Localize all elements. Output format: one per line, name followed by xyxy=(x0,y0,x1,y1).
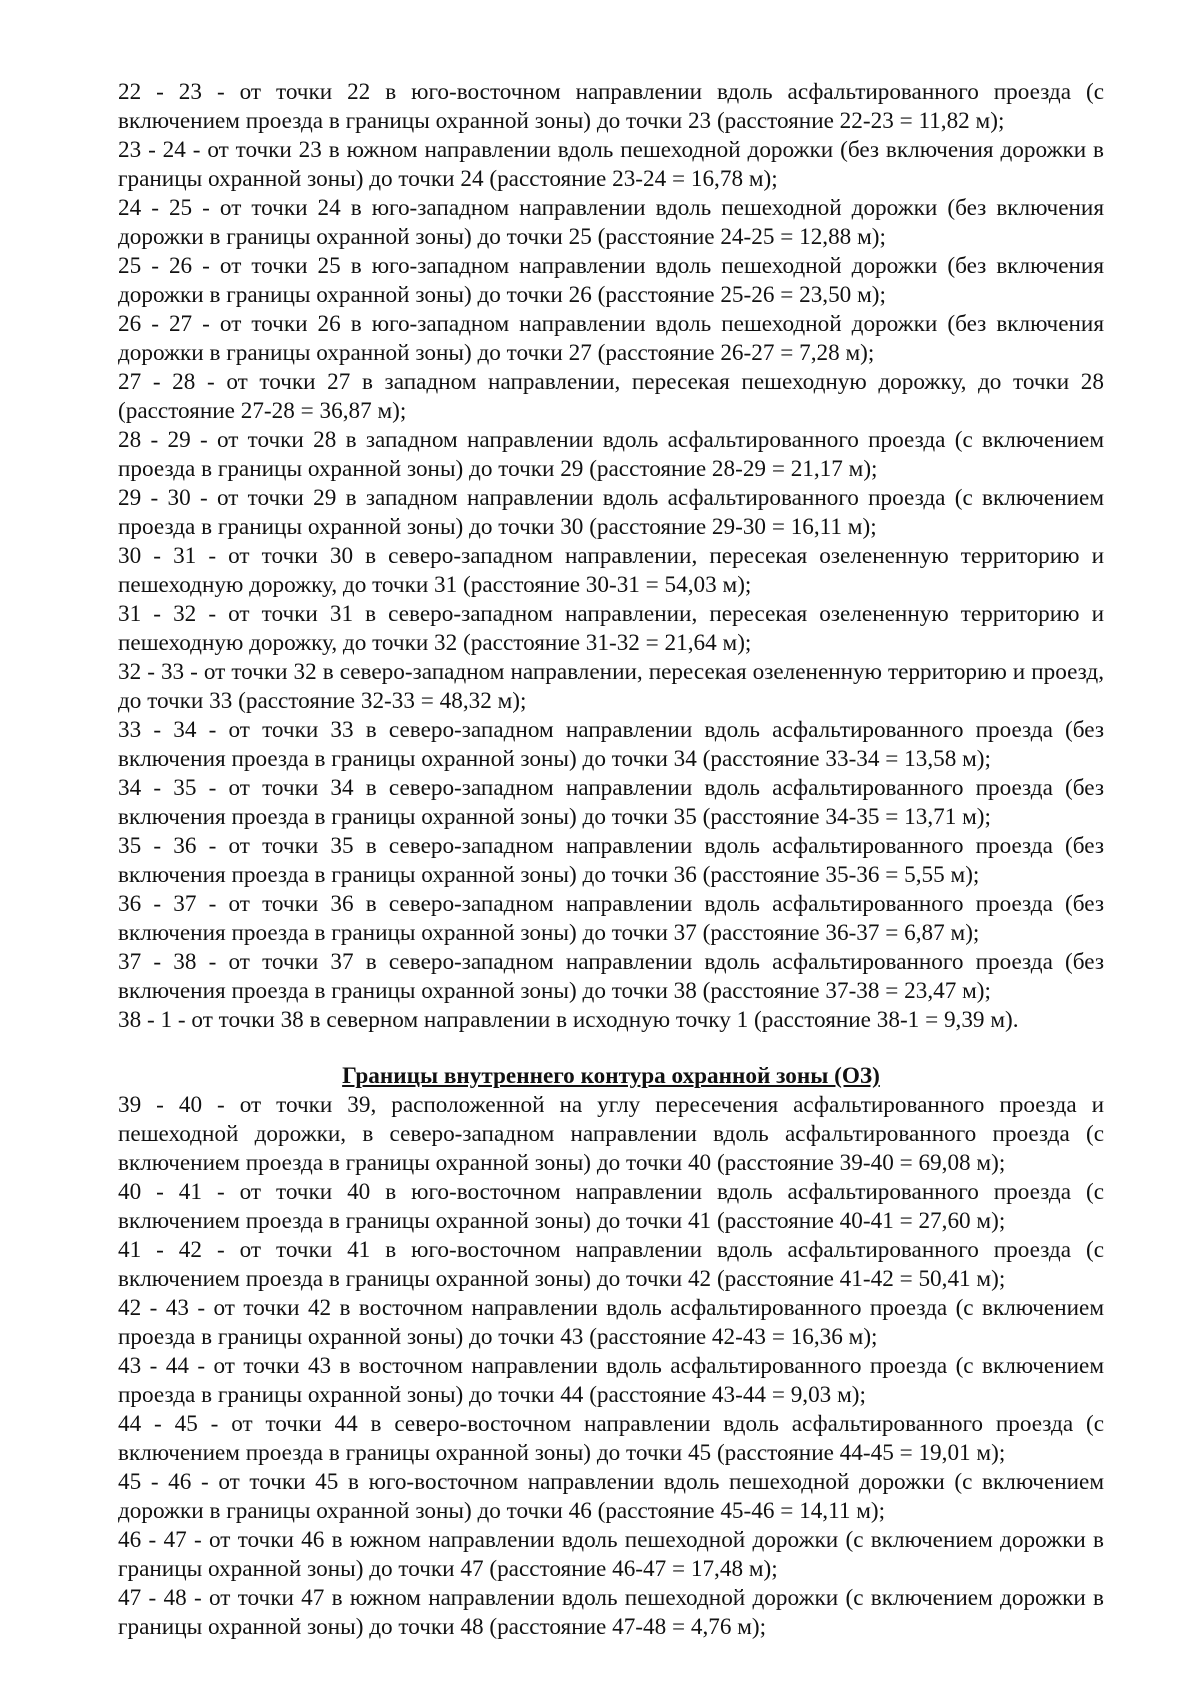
outer-contour-section xyxy=(118,78,1104,1035)
boundary-segment-25-26: 25 - 26 - от точки 25 в юго-западном направлении вдоль пешеходной дорожки (без включения дорожки в границы охранной зоны) до точки 26 (расстояние 25-26 = 23,50 м); xyxy=(118,253,1104,308)
boundary-segment-30-31: 30 - 31 - от точки 30 в северо-западном направлении, пересекая озелененную территорию и пешеходную дорожку, до точки 31 (расстояние 30-31 = 54,03 м); xyxy=(118,543,1104,598)
boundary-segment-44-45: 44 - 45 - от точки 44 в северо-восточном направлении вдоль асфальтированного проезда (с включением проезда в границы охранной зоны) до точки 45 (расстояние 44-45 = 19,01 м); xyxy=(118,1411,1104,1466)
boundary-segment-36-37: 36 - 37 - от точки 36 в северо-западном направлении вдоль асфальтированного проезда (без включения проезда в границы охранной зоны) до точки 37 (расстояние 36-37 = 6,87 м); xyxy=(118,891,1104,946)
boundary-segment-29-30: 29 - 30 - от точки 29 в западном направлении вдоль асфальтированного проезда (с включением проезда в границы охранной зоны) до точки 30 (расстояние 29-30 = 16,11 м); xyxy=(118,485,1104,540)
boundary-segment-40-41: 40 - 41 - от точки 40 в юго-восточном направлении вдоль асфальтированного проезда (с включением проезда в границы охранной зоны) до точки 41 (расстояние 40-41 = 27,60 м); xyxy=(118,1179,1104,1234)
boundary-segment-31-32: 31 - 32 - от точки 31 в северо-западном направлении, пересекая озелененную территорию и пешеходную дорожку, до точки 32 (расстояние 31-32 = 21,64 м); xyxy=(118,601,1104,656)
section-heading: Границы внутреннего контура охранной зоны (ОЗ) xyxy=(342,1063,880,1089)
boundary-segment-33-34: 33 - 34 - от точки 33 в северо-западном направлении вдоль асфальтированного проезда (без включения проезда в границы охранной зоны) до точки 34 (расстояние 33-34 = 13,58 м); xyxy=(118,717,1104,772)
document-page xyxy=(118,78,1104,1642)
boundary-segment-28-29: 28 - 29 - от точки 28 в западном направлении вдоль асфальтированного проезда (с включением проезда в границы охранной зоны) до точки 29 (расстояние 28-29 = 21,17 м); xyxy=(118,427,1104,482)
boundary-segment-27-28: 27 - 28 - от точки 27 в западном направлении, пересекая пешеходную дорожку, до точки 28 (расстояние 27-28 = 36,87 м); xyxy=(118,369,1104,424)
boundary-segment-39-40: 39 - 40 - от точки 39, расположенной на углу пересечения асфальтированного проезда и пешеходной дорожки, в северо-западном направлении вдоль асфальтированного проезда (с включением проезда в границы охранной зоны) до точки 40 (расстояние 39-40 = 69,08 м); xyxy=(118,1092,1104,1176)
boundary-segment-37-38: 37 - 38 - от точки 37 в северо-западном направлении вдоль асфальтированного проезда (без включения проезда в границы охранной зоны) до точки 38 (расстояние 37-38 = 23,47 м); xyxy=(118,949,1104,1004)
inner-contour-section xyxy=(118,1091,1104,1642)
boundary-segment-41-42: 41 - 42 - от точки 41 в юго-восточном направлении вдоль асфальтированного проезда (с включением проезда в границы охранной зоны) до точки 42 (расстояние 41-42 = 50,41 м); xyxy=(118,1237,1104,1292)
boundary-segment-46-47: 46 - 47 - от точки 46 в южном направлении вдоль пешеходной дорожки (с включением дорожки в границы охранной зоны) до точки 47 (расстояние 46-47 = 17,48 м); xyxy=(118,1527,1104,1582)
boundary-segment-23-24: 23 - 24 - от точки 23 в южном направлении вдоль пешеходной дорожки (без включения дорожки в границы охранной зоны) до точки 24 (расстояние 23-24 = 16,78 м); xyxy=(118,137,1104,192)
boundary-segment-22-23: 22 - 23 - от точки 22 в юго-восточном направлении вдоль асфальтированного проезда (с включением проезда в границы охранной зоны) до точки 23 (расстояние 22-23 = 11,82 м); xyxy=(118,79,1104,134)
boundary-segment-43-44: 43 - 44 - от точки 43 в восточном направлении вдоль асфальтированного проезда (с включением проезда в границы охранной зоны) до точки 44 (расстояние 43-44 = 9,03 м); xyxy=(118,1353,1104,1408)
boundary-segment-35-36: 35 - 36 - от точки 35 в северо-западном направлении вдоль асфальтированного проезда (без включения проезда в границы охранной зоны) до точки 36 (расстояние 35-36 = 5,55 м); xyxy=(118,833,1104,888)
boundary-segment-42-43: 42 - 43 - от точки 42 в восточном направлении вдоль асфальтированного проезда (с включением проезда в границы охранной зоны) до точки 43 (расстояние 42-43 = 16,36 м); xyxy=(118,1295,1104,1350)
boundary-segment-47-48: 47 - 48 - от точки 47 в южном направлении вдоль пешеходной дорожки (с включением дорожки в границы охранной зоны) до точки 48 (расстояние 47-48 = 4,76 м); xyxy=(118,1585,1104,1640)
boundary-segment-45-46: 45 - 46 - от точки 45 в юго-восточном направлении вдоль пешеходной дорожки (с включением дорожки в границы охранной зоны) до точки 46 (расстояние 45-46 = 14,11 м); xyxy=(118,1469,1104,1524)
boundary-segment-24-25: 24 - 25 - от точки 24 в юго-западном направлении вдоль пешеходной дорожки (без включения дорожки в границы охранной зоны) до точки 25 (расстояние 24-25 = 12,88 м); xyxy=(118,195,1104,250)
boundary-segment-38-1: 38 - 1 - от точки 38 в северном направлении в исходную точку 1 (расстояние 38-1 = 9,39 м). xyxy=(118,1007,1019,1033)
boundary-segment-26-27: 26 - 27 - от точки 26 в юго-западном направлении вдоль пешеходной дорожки (без включения дорожки в границы охранной зоны) до точки 27 (расстояние 26-27 = 7,28 м); xyxy=(118,311,1104,366)
boundary-segment-32-33: 32 - 33 - от точки 32 в северо-западном направлении, пересекая озелененную территорию и проезд, до точки 33 (расстояние 32-33 = 48,32 м); xyxy=(118,659,1104,714)
boundary-segment-34-35: 34 - 35 - от точки 34 в северо-западном направлении вдоль асфальтированного проезда (без включения проезда в границы охранной зоны) до точки 35 (расстояние 34-35 = 13,71 м); xyxy=(118,775,1104,830)
